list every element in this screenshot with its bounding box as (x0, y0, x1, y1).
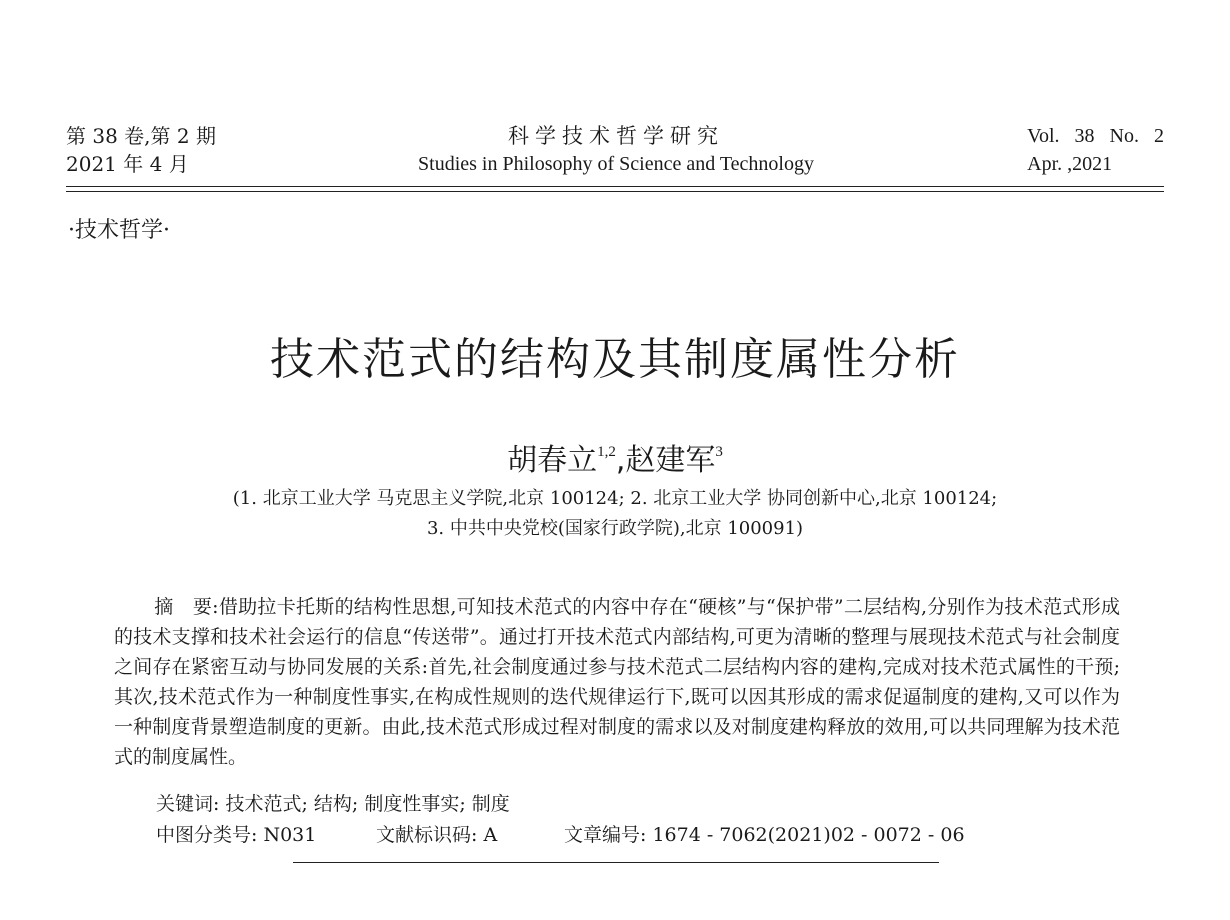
author-line (0, 432, 1230, 481)
issue-volume-en: Vol. 38 No. 2 (1027, 125, 1164, 147)
author-separator: , (615, 443, 626, 478)
affiliation-line-1: (1. 北京工业大学 马克思主义学院,北京 100124; 2. 北京工业大学 协同创新中心,北京 100124; (232, 488, 998, 509)
abstract (114, 592, 1120, 772)
section-label: ·技术哲学· (68, 218, 170, 243)
issue-date: 2021 年 4 月 (66, 152, 189, 176)
journal-name-en: Studies in Philosophy of Science and Technology (418, 153, 814, 175)
journal-name-cn: 科学技术哲学研究 (508, 124, 724, 148)
header-divider (66, 186, 1164, 192)
keywords-text: 技术范式; 结构; 制度性事实; 制度 (225, 793, 510, 815)
author-1: 胡春立 (507, 443, 598, 478)
author-2-affiliation-marks: 3 (715, 444, 723, 460)
abstract-divider (293, 862, 939, 863)
author-1-affiliation-marks: 1,2 (597, 444, 616, 460)
issue-info-en (1027, 122, 1164, 178)
issue-volume: 第 38 卷,第 2 期 (66, 124, 216, 148)
keywords-label: 关键词: (156, 793, 220, 815)
abstract-label: 摘 要: (154, 596, 219, 618)
affiliations (0, 484, 1230, 544)
journal-header (66, 122, 1164, 182)
classification-number: 中图分类号: N031 (156, 824, 317, 846)
article-number: 文章编号: 1674 - 7062(2021)02 - 0072 - 06 (564, 824, 965, 846)
article-title: 技术范式的结构及其制度属性分析 (270, 334, 960, 385)
keywords (156, 790, 510, 818)
abstract-text: 借助拉卡托斯的结构性思想,可知技术范式的内容中存在“硬核”与“保护带”二层结构,分别作为技术范式形成的技术支撑和技术社会运行的信息“传送带”。通过打开技术范式内部结构,可更为清晰的整理与展现技术范式与社会制度之间存在紧密互动与协同发展的关系:首先,社会制度通过参与技术范式二层结构内容的建构,完成对技术范式属性的干预;其次,技术范式作为一种制度性事实,在构成性规则的迭代规律运行下,既可以因其形成的需求促逼制度的建构,又可以作为一种制度背景塑造制度的更新。由此,技术范式形成过程对制度的需求以及对制度建构释放的效用,可以共同理解为技术范式的制度属性。 (114, 596, 1120, 768)
affiliation-line-2: 3. 中共中央党校(国家行政学院),北京 100091) (426, 518, 804, 539)
issue-date-en: Apr. ,2021 (1027, 153, 1113, 175)
journal-name (316, 122, 916, 178)
issue-info (66, 122, 216, 178)
author-2: 赵建军 (625, 443, 716, 478)
document-code: 文献标识码: A (376, 824, 498, 846)
